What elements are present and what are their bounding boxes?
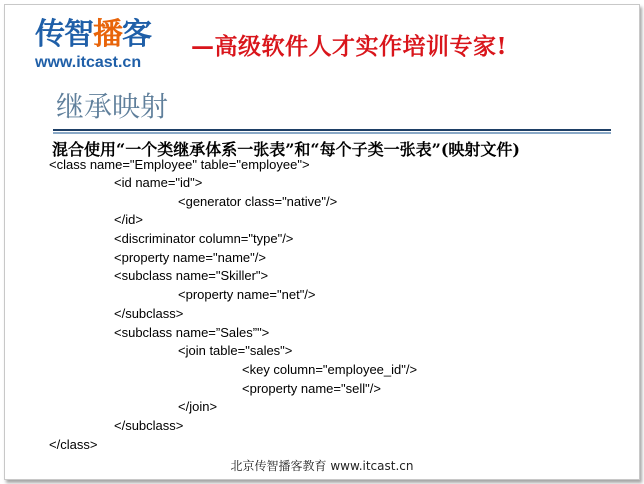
code-line: </class> bbox=[49, 437, 98, 452]
code-line: <join table="sales"> bbox=[178, 343, 293, 358]
logo-wordmark bbox=[35, 17, 151, 53]
slide bbox=[4, 4, 640, 480]
code-line: <property name="name"/> bbox=[114, 250, 266, 265]
code-line: <subclass name=”Sales”"> bbox=[114, 325, 270, 340]
content-heading: 混合使用“一个类继承体系一张表”和“每个子类一张表”(映射文件) bbox=[52, 140, 520, 159]
logo-part3: 客 bbox=[122, 17, 151, 52]
itcast-logo bbox=[31, 17, 181, 77]
code-line: <discriminator column="type"/> bbox=[114, 231, 294, 246]
title-divider-light bbox=[53, 132, 611, 134]
slogan: —高级软件人才实作培训专家! bbox=[191, 33, 508, 60]
footer: 北京传智播客教育 www.itcast.cn bbox=[230, 459, 414, 473]
code-line: <subclass name="Skiller"> bbox=[114, 268, 269, 283]
code-line: <generator class="native"/> bbox=[178, 194, 338, 209]
slide-title: 继承映射 bbox=[56, 90, 169, 123]
logo-part2: 播 bbox=[93, 17, 122, 52]
code-line: <property name="sell"/> bbox=[242, 381, 381, 396]
code-line: <property name="net"/> bbox=[178, 287, 316, 302]
code-line: <class name="Employee" table="employee"> bbox=[49, 157, 310, 172]
logo-part1: 传智 bbox=[35, 17, 93, 52]
logo-url: www.itcast.cn bbox=[35, 54, 142, 71]
code-line: </join> bbox=[178, 399, 218, 414]
code-line: <id name="id"> bbox=[114, 175, 203, 190]
code-line: <key column="employee_id"/> bbox=[242, 362, 418, 377]
title-divider-dark bbox=[53, 129, 611, 131]
code-line: </subclass> bbox=[114, 306, 184, 321]
code-line: </id> bbox=[114, 212, 143, 227]
code-line: </subclass> bbox=[114, 418, 184, 433]
